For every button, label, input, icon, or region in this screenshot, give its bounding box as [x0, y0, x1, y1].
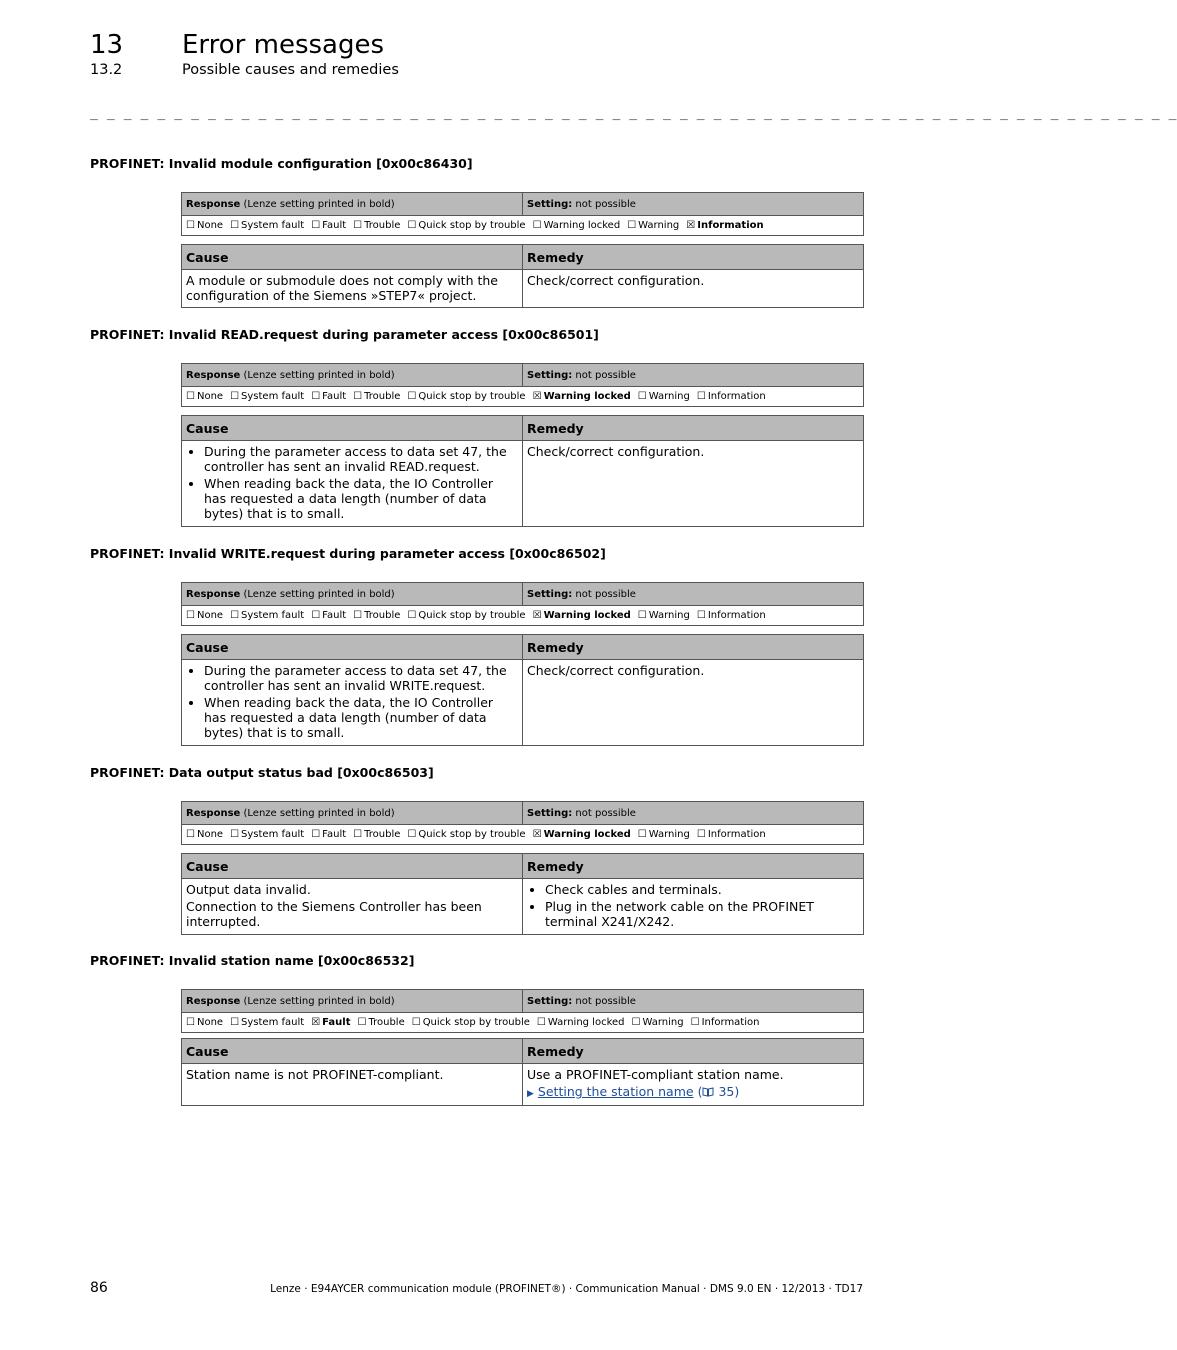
response-option — [230, 1017, 304, 1028]
checkbox-icon: ☐ — [353, 610, 363, 621]
response-options — [182, 1013, 864, 1033]
checkbox-icon: ☐ — [230, 829, 240, 840]
response-option-label: Fault — [322, 829, 347, 840]
book-icon — [702, 1087, 714, 1097]
response-options — [182, 606, 864, 626]
checked-box-icon: ☒ — [686, 220, 696, 231]
remedy-header: Remedy — [523, 635, 864, 660]
checked-box-icon: ☒ — [311, 1017, 321, 1028]
checkbox-icon: ☐ — [353, 220, 363, 231]
response-option — [533, 610, 631, 621]
response-option-label: Warning locked — [543, 220, 621, 231]
response-option — [697, 391, 766, 402]
response-table — [181, 801, 864, 845]
checkbox-icon: ☐ — [532, 220, 542, 231]
checkbox-icon: ☐ — [230, 220, 240, 231]
page-ref-number: 35 — [718, 1084, 735, 1099]
checkbox-icon: ☐ — [631, 1017, 641, 1028]
response-options — [182, 825, 864, 845]
cause-text: Output data invalid. — [186, 882, 311, 897]
cause-remedy-table — [181, 634, 864, 746]
response-option — [638, 829, 690, 840]
checkbox-icon: ☐ — [357, 1017, 367, 1028]
response-header: Response (Lenze setting printed in bold) — [182, 802, 523, 825]
response-option-label: System fault — [241, 391, 305, 402]
response-option — [697, 610, 766, 621]
chapter-number: 13 — [90, 30, 124, 60]
response-option-label: Trouble — [364, 829, 401, 840]
response-option — [632, 1017, 684, 1028]
response-option — [537, 1017, 625, 1028]
response-header: Response (Lenze setting printed in bold) — [182, 364, 523, 387]
response-option — [627, 220, 679, 231]
list-item: • During the parameter access to data set 47, the controller has sent an invalid READ.request. — [204, 444, 518, 474]
page-reference[interactable]: ( 35) — [693, 1084, 740, 1099]
response-option — [230, 829, 304, 840]
response-header: Response (Lenze setting printed in bold) — [182, 193, 523, 216]
error-title: PROFINET: Invalid station name [0x00c86532] — [90, 953, 415, 968]
response-table — [181, 192, 864, 236]
remedy-list — [527, 882, 859, 929]
error-title: PROFINET: Invalid WRITE.request during parameter access [0x00c86502] — [90, 546, 606, 561]
checkbox-icon: ☐ — [407, 610, 417, 621]
chapter-heading — [90, 28, 384, 62]
response-option — [353, 220, 400, 231]
checkbox-icon: ☐ — [637, 391, 647, 402]
response-option-label: Information — [707, 391, 766, 402]
response-option — [638, 391, 690, 402]
remedy-header: Remedy — [523, 854, 864, 879]
response-option — [407, 829, 525, 840]
response-option-label: System fault — [241, 610, 305, 621]
response-option — [686, 220, 763, 231]
response-option — [311, 829, 346, 840]
remedy-cell — [523, 879, 864, 935]
response-option — [407, 220, 525, 231]
response-option-label: Quick stop by trouble — [422, 1017, 530, 1028]
checkbox-icon: ☐ — [230, 1017, 240, 1028]
response-option-label: None — [196, 1017, 224, 1028]
cause-cell — [182, 1064, 523, 1106]
remedy-cell — [523, 270, 864, 308]
checkbox-icon: ☐ — [230, 610, 240, 621]
checkbox-icon: ☐ — [696, 391, 706, 402]
response-option-label: Information — [707, 610, 766, 621]
response-option-label: Warning locked — [543, 829, 631, 840]
checkbox-icon: ☐ — [407, 220, 417, 231]
cause-list — [186, 663, 518, 740]
checked-box-icon: ☒ — [532, 829, 542, 840]
error-title: PROFINET: Invalid READ.request during parameter access [0x00c86501] — [90, 327, 599, 342]
list-item: • Plug in the network cable on the PROFINET terminal X241/X242. — [545, 899, 859, 929]
response-options — [182, 216, 864, 236]
setting-header: Setting: not possible — [523, 802, 864, 825]
response-option-label: Warning — [648, 610, 690, 621]
response-option — [230, 391, 304, 402]
checkbox-icon: ☐ — [353, 391, 363, 402]
remedy-text: Check/correct configuration. — [527, 663, 705, 678]
response-option — [230, 220, 304, 231]
remedy-cell — [523, 441, 864, 527]
response-header: Response (Lenze setting printed in bold) — [182, 583, 523, 606]
footer-text: Lenze · E94AYCER communication module (PROFINET®) · Communication Manual · DMS 9.0 EN · 12/2013 · TD17 — [270, 1283, 863, 1295]
section-number: 13.2 — [90, 62, 123, 78]
response-option-label: None — [196, 220, 224, 231]
response-option — [357, 1017, 404, 1028]
response-option-label: Warning — [638, 220, 680, 231]
cause-header: Cause — [182, 1039, 523, 1064]
checkbox-icon: ☐ — [696, 610, 706, 621]
checkbox-icon: ☐ — [230, 391, 240, 402]
checkbox-icon: ☐ — [637, 829, 647, 840]
response-option-label: Warning locked — [543, 610, 631, 621]
response-option-label: Quick stop by trouble — [418, 610, 526, 621]
response-table — [181, 582, 864, 626]
arrow-right-icon: ▶ — [527, 1089, 534, 1099]
checkbox-icon: ☐ — [411, 1017, 421, 1028]
cause-cell — [182, 879, 523, 935]
remedy-header: Remedy — [523, 245, 864, 270]
setting-header: Setting: not possible — [523, 990, 864, 1013]
section-heading — [90, 62, 399, 78]
response-option-label: Warning locked — [543, 391, 631, 402]
setting-header: Setting: not possible — [523, 193, 864, 216]
checkbox-icon: ☐ — [186, 220, 195, 231]
response-option-label: Information — [707, 829, 766, 840]
response-option — [311, 391, 346, 402]
response-option-label: Warning locked — [547, 1017, 625, 1028]
response-option-label: Warning — [648, 829, 690, 840]
checkbox-icon: ☐ — [186, 391, 195, 402]
response-option-label: Trouble — [368, 1017, 405, 1028]
cause-remedy-table — [181, 244, 864, 308]
remedy-cell — [523, 1064, 864, 1106]
checkbox-icon: ☐ — [311, 829, 321, 840]
response-option-label: System fault — [241, 1017, 305, 1028]
response-option-label: Trouble — [364, 391, 401, 402]
checkbox-icon: ☐ — [690, 1017, 700, 1028]
response-table — [181, 989, 864, 1033]
cause-remedy-table — [181, 1038, 864, 1106]
checkbox-icon: ☐ — [696, 829, 706, 840]
checkbox-icon: ☐ — [637, 610, 647, 621]
remedy-text: Check/correct configuration. — [527, 273, 705, 288]
response-option — [186, 220, 223, 231]
response-option-label: None — [196, 391, 224, 402]
checkbox-icon: ☐ — [627, 220, 637, 231]
checkbox-icon: ☐ — [407, 391, 417, 402]
response-option — [311, 1017, 350, 1028]
cause-list — [186, 444, 518, 521]
response-option — [533, 829, 631, 840]
response-options — [182, 387, 864, 407]
station-name-link[interactable]: Setting the station name — [537, 1084, 694, 1099]
checkbox-icon: ☐ — [311, 391, 321, 402]
cause-text: Station name is not PROFINET-compliant. — [186, 1067, 444, 1082]
cause-header: Cause — [182, 416, 523, 441]
cause-header: Cause — [182, 245, 523, 270]
response-option — [186, 391, 223, 402]
response-option — [311, 610, 346, 621]
response-option — [412, 1017, 530, 1028]
response-option-label: Trouble — [364, 220, 401, 231]
cause-text: A module or submodule does not comply with the configuration of the Siemens »STEP7« project. — [186, 273, 498, 303]
response-option — [353, 829, 400, 840]
response-option — [697, 829, 766, 840]
response-option-label: Fault — [322, 1017, 351, 1028]
response-table — [181, 363, 864, 407]
cause-cell — [182, 660, 523, 746]
response-option — [353, 610, 400, 621]
response-option — [407, 391, 525, 402]
response-option — [353, 391, 400, 402]
response-option — [691, 1017, 760, 1028]
response-option-label: None — [196, 610, 224, 621]
remedy-header: Remedy — [523, 416, 864, 441]
setting-header: Setting: not possible — [523, 583, 864, 606]
remedy-text: Check/correct configuration. — [527, 444, 705, 459]
cause-cell — [182, 441, 523, 527]
response-option-label: System fault — [241, 829, 305, 840]
response-option-label: Trouble — [364, 610, 401, 621]
response-option-label: Quick stop by trouble — [418, 391, 526, 402]
setting-header: Setting: not possible — [523, 364, 864, 387]
checked-box-icon: ☒ — [532, 610, 542, 621]
remedy-header: Remedy — [523, 1039, 864, 1064]
cross-reference — [527, 1084, 859, 1102]
cause-remedy-table — [181, 415, 864, 527]
response-option-label: System fault — [241, 220, 305, 231]
page-number: 86 — [90, 1280, 108, 1296]
response-option-label: Fault — [322, 220, 347, 231]
checkbox-icon: ☐ — [186, 610, 195, 621]
cause-header: Cause — [182, 854, 523, 879]
list-item: • During the parameter access to data set 47, the controller has sent an invalid WRITE.request. — [204, 663, 518, 693]
checkbox-icon: ☐ — [186, 1017, 195, 1028]
response-option-label: Information — [701, 1017, 760, 1028]
response-option — [186, 829, 223, 840]
response-option-label: None — [196, 829, 224, 840]
checked-box-icon: ☒ — [532, 391, 542, 402]
section-title: Possible causes and remedies — [182, 62, 399, 78]
cause-header: Cause — [182, 635, 523, 660]
response-option-label: Fault — [322, 391, 347, 402]
response-option-label: Warning — [642, 1017, 684, 1028]
checkbox-icon: ☐ — [186, 829, 195, 840]
response-option — [533, 391, 631, 402]
response-header: Response (Lenze setting printed in bold) — [182, 990, 523, 1013]
remedy-cell — [523, 660, 864, 746]
list-item: • When reading back the data, the IO Controller has requested a data length (number of data bytes) that is to small. — [204, 476, 518, 521]
response-option-label: Quick stop by trouble — [418, 220, 526, 231]
response-option — [311, 220, 346, 231]
response-option — [638, 610, 690, 621]
response-option — [186, 610, 223, 621]
list-item: • When reading back the data, the IO Controller has requested a data length (number of data bytes) that is to small. — [204, 695, 518, 740]
response-option — [230, 610, 304, 621]
checkbox-icon: ☐ — [536, 1017, 546, 1028]
response-option-label: Warning — [648, 391, 690, 402]
list-item: • Check cables and terminals. — [545, 882, 859, 897]
error-title: PROFINET: Invalid module configuration [0x00c86430] — [90, 156, 473, 171]
chapter-title: Error messages — [182, 30, 385, 60]
checkbox-icon: ☐ — [407, 829, 417, 840]
separator-line: _ _ _ _ _ _ _ _ _ _ _ _ _ _ _ _ _ _ _ _ _ _ _ _ _ _ _ _ _ _ _ _ _ _ _ _ _ _ _ _ _ _ _ _ _ _ _ _ _ _ _ _ _ _ _ _ _ _ _ _ _ _ _ _ _ — [90, 106, 1177, 121]
checkbox-icon: ☐ — [353, 829, 363, 840]
response-option-label: Quick stop by trouble — [418, 829, 526, 840]
checkbox-icon: ☐ — [311, 610, 321, 621]
response-option — [186, 1017, 223, 1028]
response-option-label: Fault — [322, 610, 347, 621]
cause-cell — [182, 270, 523, 308]
response-option — [407, 610, 525, 621]
response-option — [533, 220, 621, 231]
checkbox-icon: ☐ — [311, 220, 321, 231]
remedy-text: Use a PROFINET-compliant station name. — [527, 1067, 784, 1082]
error-title: PROFINET: Data output status bad [0x00c86503] — [90, 765, 434, 780]
response-option-label: Information — [697, 220, 764, 231]
cause-remedy-table — [181, 853, 864, 935]
cause-text: Connection to the Siemens Controller has been interrupted. — [186, 899, 482, 929]
